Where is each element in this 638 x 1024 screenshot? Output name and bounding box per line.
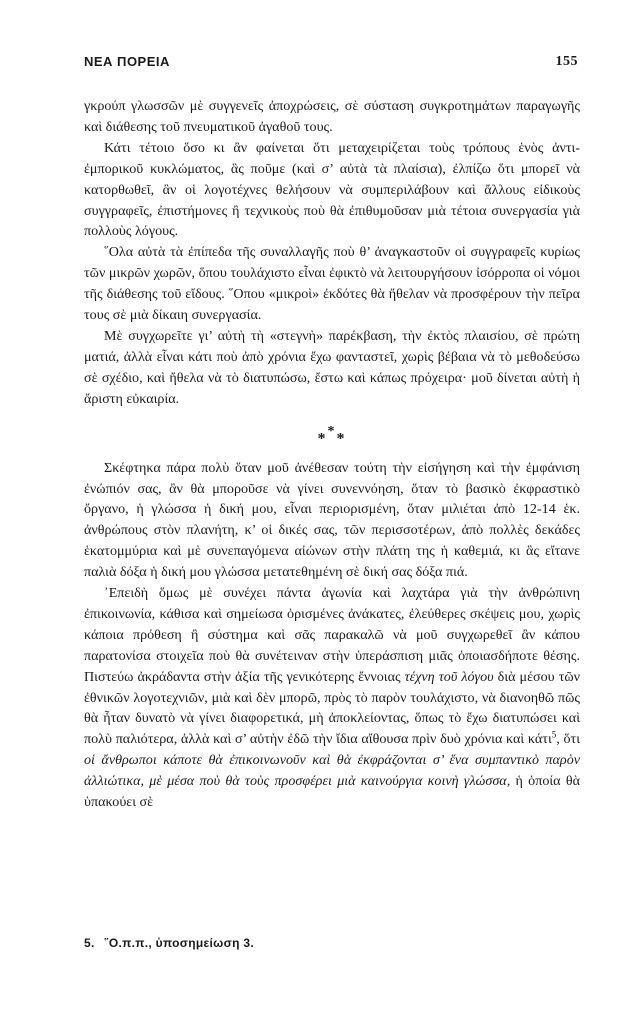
paragraph-text: ἡ ὁποία θὰ ὑπακούει σὲ: [84, 773, 580, 811]
running-title: ΝΕΑ ΠΟΡΕΙΑ: [84, 54, 170, 69]
footnote-number: 5.: [84, 936, 95, 950]
asterism-star-right: *: [336, 429, 347, 447]
emphasized-phrase: τέχνη τοῦ λόγου: [404, 668, 494, 685]
section-break-asterism: [84, 410, 580, 458]
paragraph-continuation: γκρούπ γλωσσῶν μὲ συγγενεῖς ἀποχρώσεις, σὲ σύσταση συγκροτημάτων παραγωγῆς καὶ διάθεσης τοῦ πνευματικοῦ ἀγαθοῦ τους.: [84, 98, 580, 135]
asterism-star-left: *: [317, 429, 328, 447]
paragraph: [84, 583, 580, 813]
paragraph-text: ᾿Επειδὴ ὅμως μὲ συνέχει πάντα ἀγωνία καὶ λαχτάρα γιὰ τὴν ἀνθρώπινη ἐπικοινωνία, κάθισα καὶ σημείωσα ὁρισμένες ἀνάκατες, ἐλεύθερες σκέψεις μου, χωρὶς κάποια πρόθεση ἢ σύστημα καὶ σᾶς παρακαλῶ νὰ μοῦ συγχωρεθεῖ ἂν κάπου παρατονίσα στοιχεῖα ποὺ θὰ συνέτειναν στὴν ὑπεράσπιση μιᾶς ὁποιασδήποτε θέσης. Πιστεύω ἀκράδαντα στὴν ἀξία τῆς γενικότερης ἔννοιας: [84, 585, 580, 685]
paragraph-text: διὰ μέσου τῶν ἐθνικῶν λογοτεχνιῶν, μιὰ καὶ δὲν μπορῶ, πρὸς τὸ παρὸν τουλάχιστο, νὰ διανοηθῶ πῶς θὰ ἦταν δυνατὸ νὰ γίνει διαφορετικά, μὴ ἀποκλείοντας, ὅπως τὸ ἔχω διατυπώσει καὶ πολὺ παλιότερα, ἀλλὰ καὶ σ’ αὐτὴν ἐδῶ τὴν ἴδια αἴθουσα πρὶν δυὸ χρόνια καὶ κάτι: [84, 668, 581, 748]
paragraph: Σκέφτηκα πάρα πολὺ ὅταν μοῦ ἀνέθεσαν τούτη τὴν εἰσήγηση καὶ τὴν ἐμφάνιση ἐνώπιόν σας, ἂν θὰ μποροῦσε νὰ γίνει συνεννόηση, ὅταν τὸ βασικὸ ἐκφραστικὸ ὄργανο, ἡ γλώσσα ἡ δική μου, εἶναι περιορισμένη, ὅταν μιλιέται ἀπὸ 12-14 ἑκ. ἀνθρώπους στὸν πλανήτη, κ’ οἱ δικές σας, τῶν περισσοτέρων, ἀπὸ πολλὲς δεκάδες ἑκατομμύρια καὶ μὲ συνεπαγόμενα αἰώνων στὴν πλάτη της ἡ καθεμιά, κι ἃς εἴτανε παλιὰ δόξα ἡ δική μου γλώσσα μετατεθημένη σὲ δική σας δόξα πιά.: [84, 459, 580, 581]
paragraph: Κάτι τέτοιο ὅσο κι ἂν φαίνεται ὅτι μεταχειρίζεται τοὺς τρόπους ἑνὸς ἀντι-ἐμπορικοῦ κυκλώματος, ἃς ποῦμε (καὶ σ’ αὐτὰ τὰ πλαίσια), ἐλπίζω ὅτι μπορεῖ νὰ κατορθωθεῖ, ἂν οἱ λογοτέχνες θελήσουν νὰ συμπεριλάβουν καὶ ἄλλους εἰδικοὺς συγγραφεῖς, ἐπιστήμονες ἢ τεχνικοὺς ποὺ θὰ ἐπιθυμοῦσαν μιὰ τέτοια συνεργασία γιὰ πολλοὺς λόγους.: [84, 139, 580, 240]
page-number: 155: [555, 54, 578, 69]
paragraph: ῞Ολα αὐτὰ τὰ ἐπίπεδα τῆς συναλλαγῆς ποὺ θ’ ἀναγκαστοῦν οἱ συγγραφεῖς κυρίως τῶν μικρῶν χωρῶν, ὅπου τουλάχιστο εἶναι ἐφικτὸ νὰ λειτουργήσουν ἰσόρροπα οἱ νόμοι τῆς διάθεσης τοῦ εἴδους. ῞Οπου «μικροὶ» ἐκδότες θὰ ἤθελαν νὰ προσφέρουν τὴν πεῖρα τους σὲ μιὰ δίκαιη συνεργασία.: [84, 244, 580, 324]
footnote-text: ῞Ο.π.π., ὑποσημείωση 3.: [104, 936, 254, 950]
paragraph: Μὲ συγχωρεῖτε γι’ αὐτὴ τὴ «στεγνὴ» παρέκβαση, τὴν ἐκτὸς πλαισίου, σὲ πρώτη ματιά, ἀλλὰ εἶναι κάτι ποὺ ἀπὸ χρόνια ἔχω φανταστεῖ, χωρὶς βέβαια νὰ τὸ μεθοδεύσω σὲ σχέδιο, καὶ ἤθελα νὰ τὸ διατυπώσω, ἔστω καὶ κάπως πρόχειρα· μοῦ δίνεται αὐτὴ ἡ ἄριστη εὐκαιρία.: [84, 327, 580, 407]
footnote-reference[interactable]: 5: [551, 729, 557, 740]
asterism-star-top: *: [327, 423, 337, 439]
emphasized-phrase: οἱ ἄνθρωποι κάποτε θὰ ἐπικοινωνοῦν καὶ θὰ ἐκφράζονται σ’ ἕνα συμπαντικὸ παρὸν ἀλλιώτικα, μὲ μέσα ποὺ θὰ τοὺς προσφέρει μιὰ καινούργια κοινὴ γλώσσα,: [84, 752, 580, 790]
paragraph-text: , ὅτι: [556, 731, 580, 748]
body-text: [84, 96, 580, 813]
footnote: [84, 936, 254, 950]
